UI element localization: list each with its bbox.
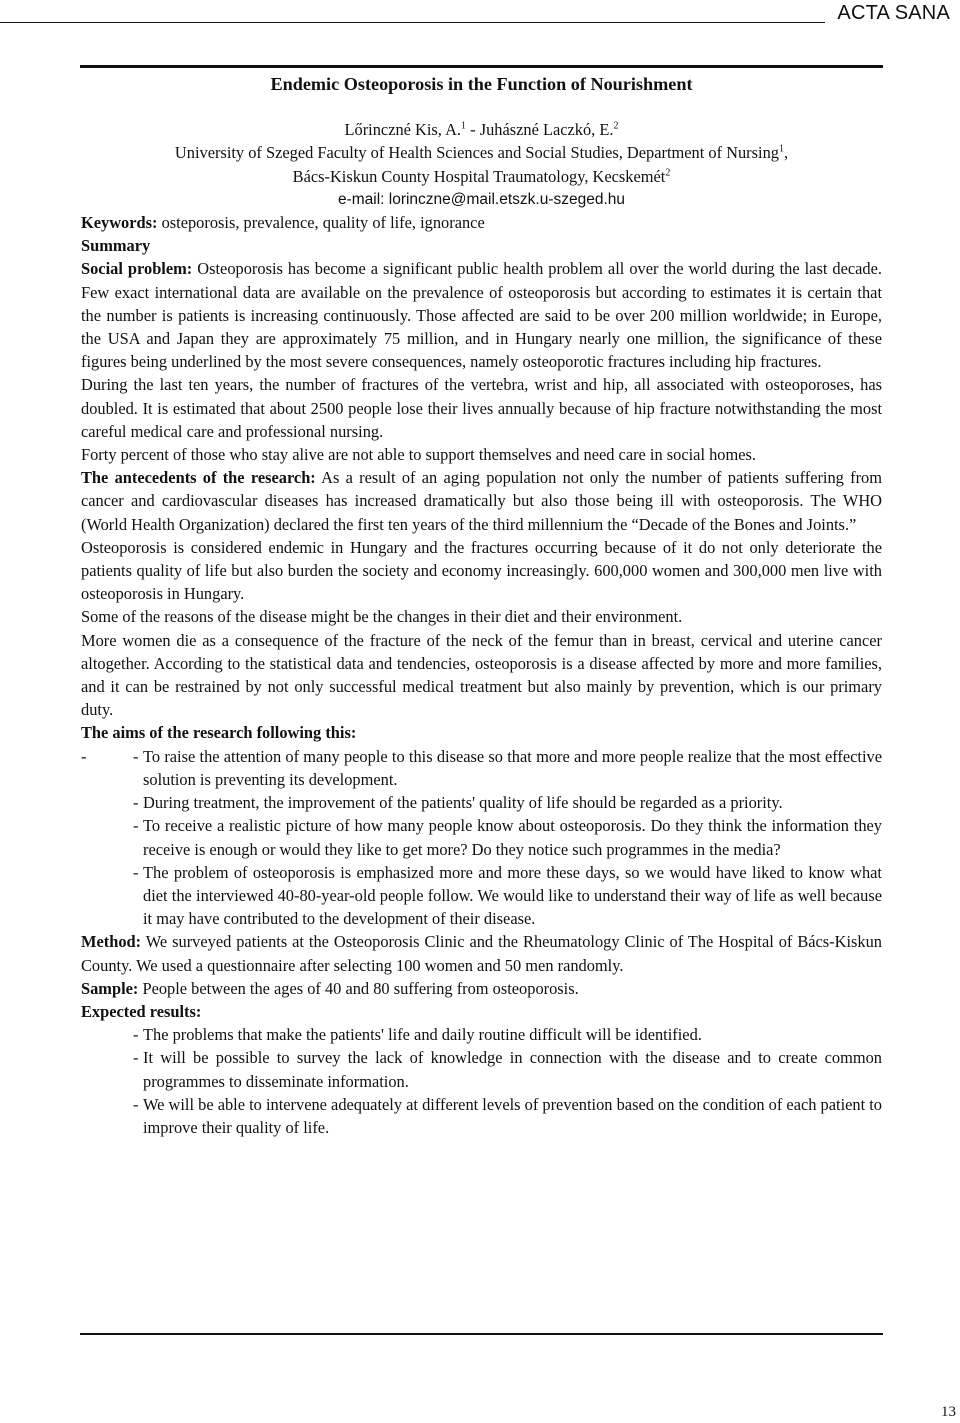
reasons-paragraph: Some of the reasons of the disease might be the changes in their diet and their environment.: [81, 607, 683, 627]
keywords: [81, 211, 882, 234]
aim-bullet: -: [133, 816, 139, 836]
result-bullet: -: [133, 1048, 139, 1068]
author-separator: -: [466, 120, 480, 140]
expected-result-item: [81, 1023, 882, 1046]
result-bullet: -: [133, 1094, 139, 1114]
article-title: Endemic Osteoporosis in the Function of Nourishment: [270, 74, 693, 94]
aim-item: [81, 745, 882, 791]
fractures-paragraph: During the last ten years, the number of fractures of the vertebra, wrist and hip, all associated with osteoporoses, has doubled. It is estimated that about 2500 people lose their lives annually because of hip fracture notwithstanding the most careful medical care and professional nursing.: [81, 375, 882, 441]
social-problem-text: Osteoporosis has become a significant public health problem all over the world during the last decade. Few exact international data are available on the prevalence of osteoporosis but according to estimates it is certain that the number is patients is increasing continuously. Those affected are said to be over 200 million worldwide; in Europe, the USA and Japan they are approximately 75 million, and in Hungary nearly one million, the significance of these figures being underlined by the most severe consequences, namely osteoporotic fractures including hip fractures.: [81, 259, 882, 372]
social-problem-label: Social problem:: [81, 259, 193, 279]
page-number: 13: [941, 1404, 956, 1420]
social-problem-paragraph: [81, 257, 882, 373]
antecedents-paragraph: [81, 466, 882, 536]
author-2: Juhászné Laczkó, E.: [479, 120, 614, 140]
aim-item: [81, 861, 882, 931]
method-label: Method:: [81, 932, 142, 952]
affiliation-2-mark: 2: [665, 167, 671, 179]
author-1: Lőrinczné Kis, A.: [344, 120, 462, 140]
summary-heading: Summary: [81, 236, 151, 256]
method-paragraph: [81, 930, 882, 976]
aim-text: The problem of osteoporosis is emphasized more and more these days, so we would have liked to know what diet the interviewed 40-80-year-old people follow. We would like to understand their way of life as well because it may have contributed to the development of their disease.: [143, 862, 882, 929]
sample-text: People between the ages of 40 and 80 suffering from osteoporosis.: [138, 978, 579, 998]
aims-heading: The aims of the research following this:: [81, 723, 357, 743]
title-rule: [80, 65, 883, 68]
affiliation-2-text: Bács-Kiskun County Hospital Traumatology, Kecskemét: [292, 166, 666, 186]
expected-result-item: [81, 1093, 882, 1139]
aim-bullet: -: [133, 793, 139, 813]
expected-results-label: Expected results:: [81, 1001, 202, 1021]
aim-bullet: -: [133, 862, 139, 882]
keywords-text: osteporosis, prevalence, quality of life, ignorance: [157, 213, 485, 233]
author-line: [81, 118, 882, 141]
expected-results-heading: [81, 1000, 882, 1023]
sample-paragraph: [81, 977, 882, 1000]
aim-item: [81, 814, 882, 860]
affiliation-2: [81, 165, 882, 188]
femur-paragraph: More women die as a consequence of the fracture of the neck of the femur than in breast, cervical and uterine cancer altogether. According to the statistical data and tendencies, osteoporosis is a disease affected by more and more families, and it can be restrained by not only successful medical treatment but also mainly by prevention, which is our primary duty.: [81, 630, 882, 720]
aim-text: To receive a realistic picture of how many people know about osteoporosis. Do they think the information they receive is enough or would they like to get more? Do they notice such programmes in the media?: [143, 816, 882, 859]
journal-name: ACTA SANA: [837, 2, 950, 24]
aim-text: During treatment, the improvement of the patients' quality of life should be regarded as a priority.: [143, 793, 783, 813]
author-2-affil-mark: 2: [613, 120, 619, 132]
aim-bullet: -: [133, 746, 139, 766]
article-body: [81, 73, 882, 1139]
aim-text: To raise the attention of many people to this disease so that more and more people realize that the most effective solution is preventing its development.: [143, 746, 882, 789]
result-text: It will be possible to survey the lack of knowledge in connection with the disease and to create common programmes to disseminate information.: [143, 1048, 882, 1091]
antecedents-label: The antecedents of the research:: [81, 468, 316, 488]
contact-email: e-mail: lorinczne@mail.etszk.u-szeged.hu: [337, 190, 626, 208]
method-text: We surveyed patients at the Osteoporosis Clinic and the Rheumatology Clinic of The Hospital of Bács-Kiskun County. We used a questionnaire after selecting 100 women and 50 men randomly.: [81, 932, 882, 975]
affiliation-1-mark: 1: [778, 143, 784, 155]
expected-result-item: [81, 1046, 882, 1092]
aims-lead-dash: -: [81, 746, 87, 766]
antecedents-text: As a result of an aging population not only the number of patients suffering from cancer and cardiovascular diseases has increased dramatically but also those being ill with osteoporosis. The WHO (World Health Organization) declared the first ten years of the third millennium the “Decade of the Bones and Joints.”: [81, 468, 883, 534]
affiliation-1-text: University of Szeged Faculty of Health Sciences and Social Studies, Department of Nursing: [174, 143, 779, 163]
keywords-label: Keywords:: [81, 213, 158, 233]
sample-label: Sample:: [81, 978, 139, 998]
header-rule: [0, 22, 825, 23]
footer-rule: [80, 1333, 883, 1335]
aim-item: [81, 791, 882, 814]
endemic-paragraph: Osteoporosis is considered endemic in Hungary and the fractures occurring because of it do not only deteriorate the patients quality of life but also burden the society and economy increasingly. 600,000 women and 300,000 men live with osteoporosis in Hungary.: [81, 537, 882, 604]
result-bullet: -: [133, 1025, 139, 1045]
result-text: We will be able to intervene adequately at different levels of prevention based on the condition of each patient to improve their quality of life.: [143, 1094, 882, 1137]
social-homes-paragraph: Forty percent of those who stay alive are not able to support themselves and need care in social homes.: [81, 445, 757, 465]
result-text: The problems that make the patients' life and daily routine difficult will be identified.: [143, 1025, 702, 1045]
affiliation-1: University of Szeged Faculty of Health Sciences and Social Studies, Department of Nursing$^1$,: [174, 143, 789, 163]
author-1-affil-mark: 1: [461, 120, 467, 132]
